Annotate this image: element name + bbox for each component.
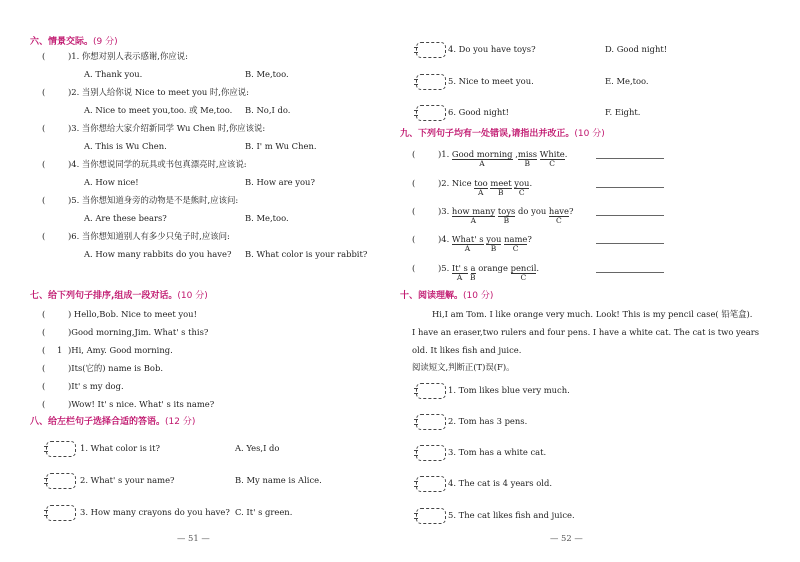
reading-paragraph-line-1: Hi,I am Tom. I like orange very much. Look! This is my pencil case( 铅笔盒). — [432, 309, 753, 319]
section-6-heading: 六、情景交际。(9 分) — [30, 37, 118, 47]
dialogue-text: ) Hello,Bob. Nice to meet you! — [68, 309, 197, 319]
answer-box[interactable] — [416, 476, 446, 492]
answer-bracket[interactable]: ( — [412, 149, 416, 159]
answer-bracket[interactable]: ( — [42, 231, 46, 241]
answer-option: D. Good night! — [605, 44, 668, 54]
choice-label-a: A — [479, 159, 485, 168]
section-7-heading: 七、给下列句子排序,组成一段对话。(10 分) — [30, 291, 208, 301]
sentence-fragment: ? — [569, 206, 574, 216]
option-b: B. How are you? — [245, 177, 315, 187]
answer-bracket[interactable]: ( — [42, 159, 46, 169]
question-text: )5. 当你想知道身旁的动物是不是熊时,应该问: — [68, 195, 239, 205]
order-number: 1 — [57, 345, 63, 355]
choice-label-b: B — [490, 244, 497, 253]
answer-option: A. Yes,I do — [235, 443, 280, 453]
choice-label-a: A — [456, 273, 463, 282]
underlined-part-a: how many — [451, 206, 496, 216]
choice-label-a: A — [477, 188, 484, 197]
underlined-part-c: have — [548, 206, 569, 216]
question-text: 4. Do you have toys? — [448, 44, 536, 54]
answer-option: C. It' s green. — [235, 507, 293, 517]
option-a: A. Nice to meet you,too. 或 Me,too. — [84, 105, 233, 115]
section-10-heading: 十、阅读理解。(10 分) — [400, 291, 494, 301]
answer-bracket[interactable]: ( — [412, 178, 416, 188]
answer-bracket[interactable]: ( — [42, 51, 46, 61]
option-b: B. What color is your rabbit? — [245, 249, 368, 259]
question-text: 1. What color is it? — [80, 443, 160, 453]
option-b: B. No,I do. — [245, 105, 291, 115]
correction-blank[interactable] — [596, 215, 664, 216]
dialogue-text: )Wow! It' s nice. What' s its name? — [68, 399, 215, 409]
choice-label-b: B — [503, 216, 510, 225]
correction-blank[interactable] — [596, 187, 664, 188]
choice-label-c: C — [512, 244, 519, 253]
sentence-fragment: )4. — [438, 234, 452, 244]
question-text: 5. Nice to meet you. — [448, 76, 534, 86]
answer-option: E. Me,too. — [605, 76, 649, 86]
answer-box[interactable] — [46, 473, 76, 489]
page-number: — 51 — — [177, 533, 210, 543]
question-text: 3. How many crayons do you have? — [80, 507, 230, 517]
choice-label-b: B — [524, 159, 530, 168]
statement-text: 3. Tom has a white cat. — [448, 447, 547, 457]
sentence-fragment: , — [512, 149, 518, 159]
question-text: 6. Good night! — [448, 107, 510, 117]
sentence-fragment: . — [564, 149, 568, 159]
section-9-heading: 九、下列句子均有一处错误,请指出并改正。(10 分) — [400, 129, 605, 139]
answer-option: B. My name is Alice. — [235, 475, 322, 485]
sentence-fragment: . — [536, 263, 540, 273]
answer-option: F. Eight. — [605, 107, 641, 117]
option-b: B. Me,too. — [245, 213, 289, 223]
answer-box[interactable] — [416, 414, 446, 430]
underlined-part-c: name — [504, 234, 528, 244]
question-text: )3. 当你想给大家介绍新同学 Wu Chen 时,你应该说: — [68, 123, 266, 133]
dialogue-text: )Its(它的) name is Bob. — [68, 363, 163, 373]
option-b: B. I' m Wu Chen. — [245, 141, 317, 151]
answer-box[interactable] — [46, 505, 76, 521]
question-text: )6. 当你想知道别人有多少只兔子时,应该问: — [68, 231, 230, 241]
answer-bracket[interactable]: ( — [412, 206, 416, 216]
underlined-part-b: miss — [517, 149, 538, 159]
correction-blank[interactable] — [596, 158, 664, 159]
answer-box[interactable] — [416, 445, 446, 461]
order-bracket[interactable]: ( — [42, 381, 46, 391]
section-8-heading: 八、给左栏句子选择合适的答语。(12 分) — [30, 417, 196, 427]
question-text: )1. 你想对别人表示感谢,你应说: — [68, 51, 188, 61]
question-text: )2. 当别人给你说 Nice to meet you 时,你应说: — [68, 87, 249, 97]
sentence-fragment: ? — [527, 234, 532, 244]
order-bracket[interactable]: ( — [42, 345, 46, 355]
order-bracket[interactable]: ( — [42, 363, 46, 373]
order-bracket[interactable]: ( — [42, 309, 46, 319]
sentence-text — [438, 148, 567, 160]
answer-box[interactable] — [416, 42, 446, 58]
question-text: 2. What' s your name? — [80, 475, 175, 485]
underlined-part-c: you — [514, 178, 530, 188]
answer-box[interactable] — [416, 105, 446, 121]
answer-box[interactable] — [416, 383, 446, 399]
answer-bracket[interactable]: ( — [42, 195, 46, 205]
answer-box[interactable] — [416, 74, 446, 90]
order-bracket[interactable]: ( — [42, 399, 46, 409]
underlined-part-b: meet — [490, 178, 512, 188]
underlined-part-a: It' s — [451, 263, 468, 273]
statement-text: 5. The cat likes fish and juice. — [448, 510, 575, 520]
page-52 — [400, 0, 800, 562]
statement-text: 1. Tom likes blue very much. — [448, 385, 570, 395]
statement-text: 2. Tom has 3 pens. — [448, 416, 528, 426]
answer-box[interactable] — [416, 508, 446, 524]
reading-paragraph-line-3: old. It likes fish and juice. — [412, 345, 522, 355]
underlined-part-c: pencil — [510, 263, 537, 273]
statement-text: 4. The cat is 4 years old. — [448, 478, 552, 488]
sentence-fragment: )1. — [438, 149, 452, 159]
underlined-part-b: a — [470, 263, 476, 273]
answer-bracket[interactable]: ( — [42, 87, 46, 97]
page-number: — 52 — — [550, 533, 583, 543]
dialogue-text: )Hi, Amy. Good morning. — [68, 345, 173, 355]
choice-label-a: A — [464, 244, 471, 253]
option-b: B. Me,too. — [245, 69, 289, 79]
order-bracket[interactable]: ( — [42, 327, 46, 337]
answer-bracket[interactable]: ( — [42, 123, 46, 133]
underlined-part-b: toys — [497, 206, 516, 216]
dialogue-text: )Good morning,Jim. What' s this? — [68, 327, 209, 337]
choice-label-c: C — [555, 216, 562, 225]
answer-bracket[interactable]: ( — [412, 263, 416, 273]
choice-label-c: C — [520, 273, 527, 282]
choice-label-c: C — [549, 159, 556, 168]
underlined-part-c: White — [539, 149, 565, 159]
reading-instruction: 阅读短文,判断正(T)误(F)。 — [412, 362, 515, 372]
correction-blank[interactable] — [596, 243, 664, 244]
answer-bracket[interactable]: ( — [412, 234, 416, 244]
dialogue-text: )It' s my dog. — [68, 381, 124, 391]
option-a: A. Thank you. — [84, 69, 143, 79]
reading-paragraph-line-2: I have an eraser,two rulers and four pens. I have a white cat. The cat is two years — [412, 327, 760, 337]
sentence-fragment: )3. — [438, 206, 452, 216]
option-a: A. How nice! — [84, 177, 139, 187]
sentence-fragment: )2. Nice — [438, 178, 475, 188]
option-a: A. How many rabbits do you have? — [84, 249, 232, 259]
answer-box[interactable] — [46, 441, 76, 457]
underlined-part-a: Good morning — [451, 149, 513, 159]
choice-label-c: C — [518, 188, 525, 197]
option-a: A. Are these bears? — [84, 213, 167, 223]
sentence-fragment: . — [529, 178, 533, 188]
option-a: A. This is Wu Chen. — [84, 141, 167, 151]
choice-label-a: A — [470, 216, 476, 225]
underlined-part-a: too — [474, 178, 488, 188]
underlined-part-a: What' s — [451, 234, 484, 244]
choice-label-b: B — [497, 188, 504, 197]
correction-blank[interactable] — [596, 272, 664, 273]
question-text: )4. 当你想说同学的玩具或书包真漂亮时,应该说: — [68, 159, 247, 169]
choice-label-b: B — [470, 273, 476, 282]
sentence-fragment: )5. — [438, 263, 452, 273]
sentence-fragment: do you — [515, 206, 549, 216]
sentence-fragment: orange — [475, 263, 511, 273]
underlined-part-b: you — [486, 234, 502, 244]
